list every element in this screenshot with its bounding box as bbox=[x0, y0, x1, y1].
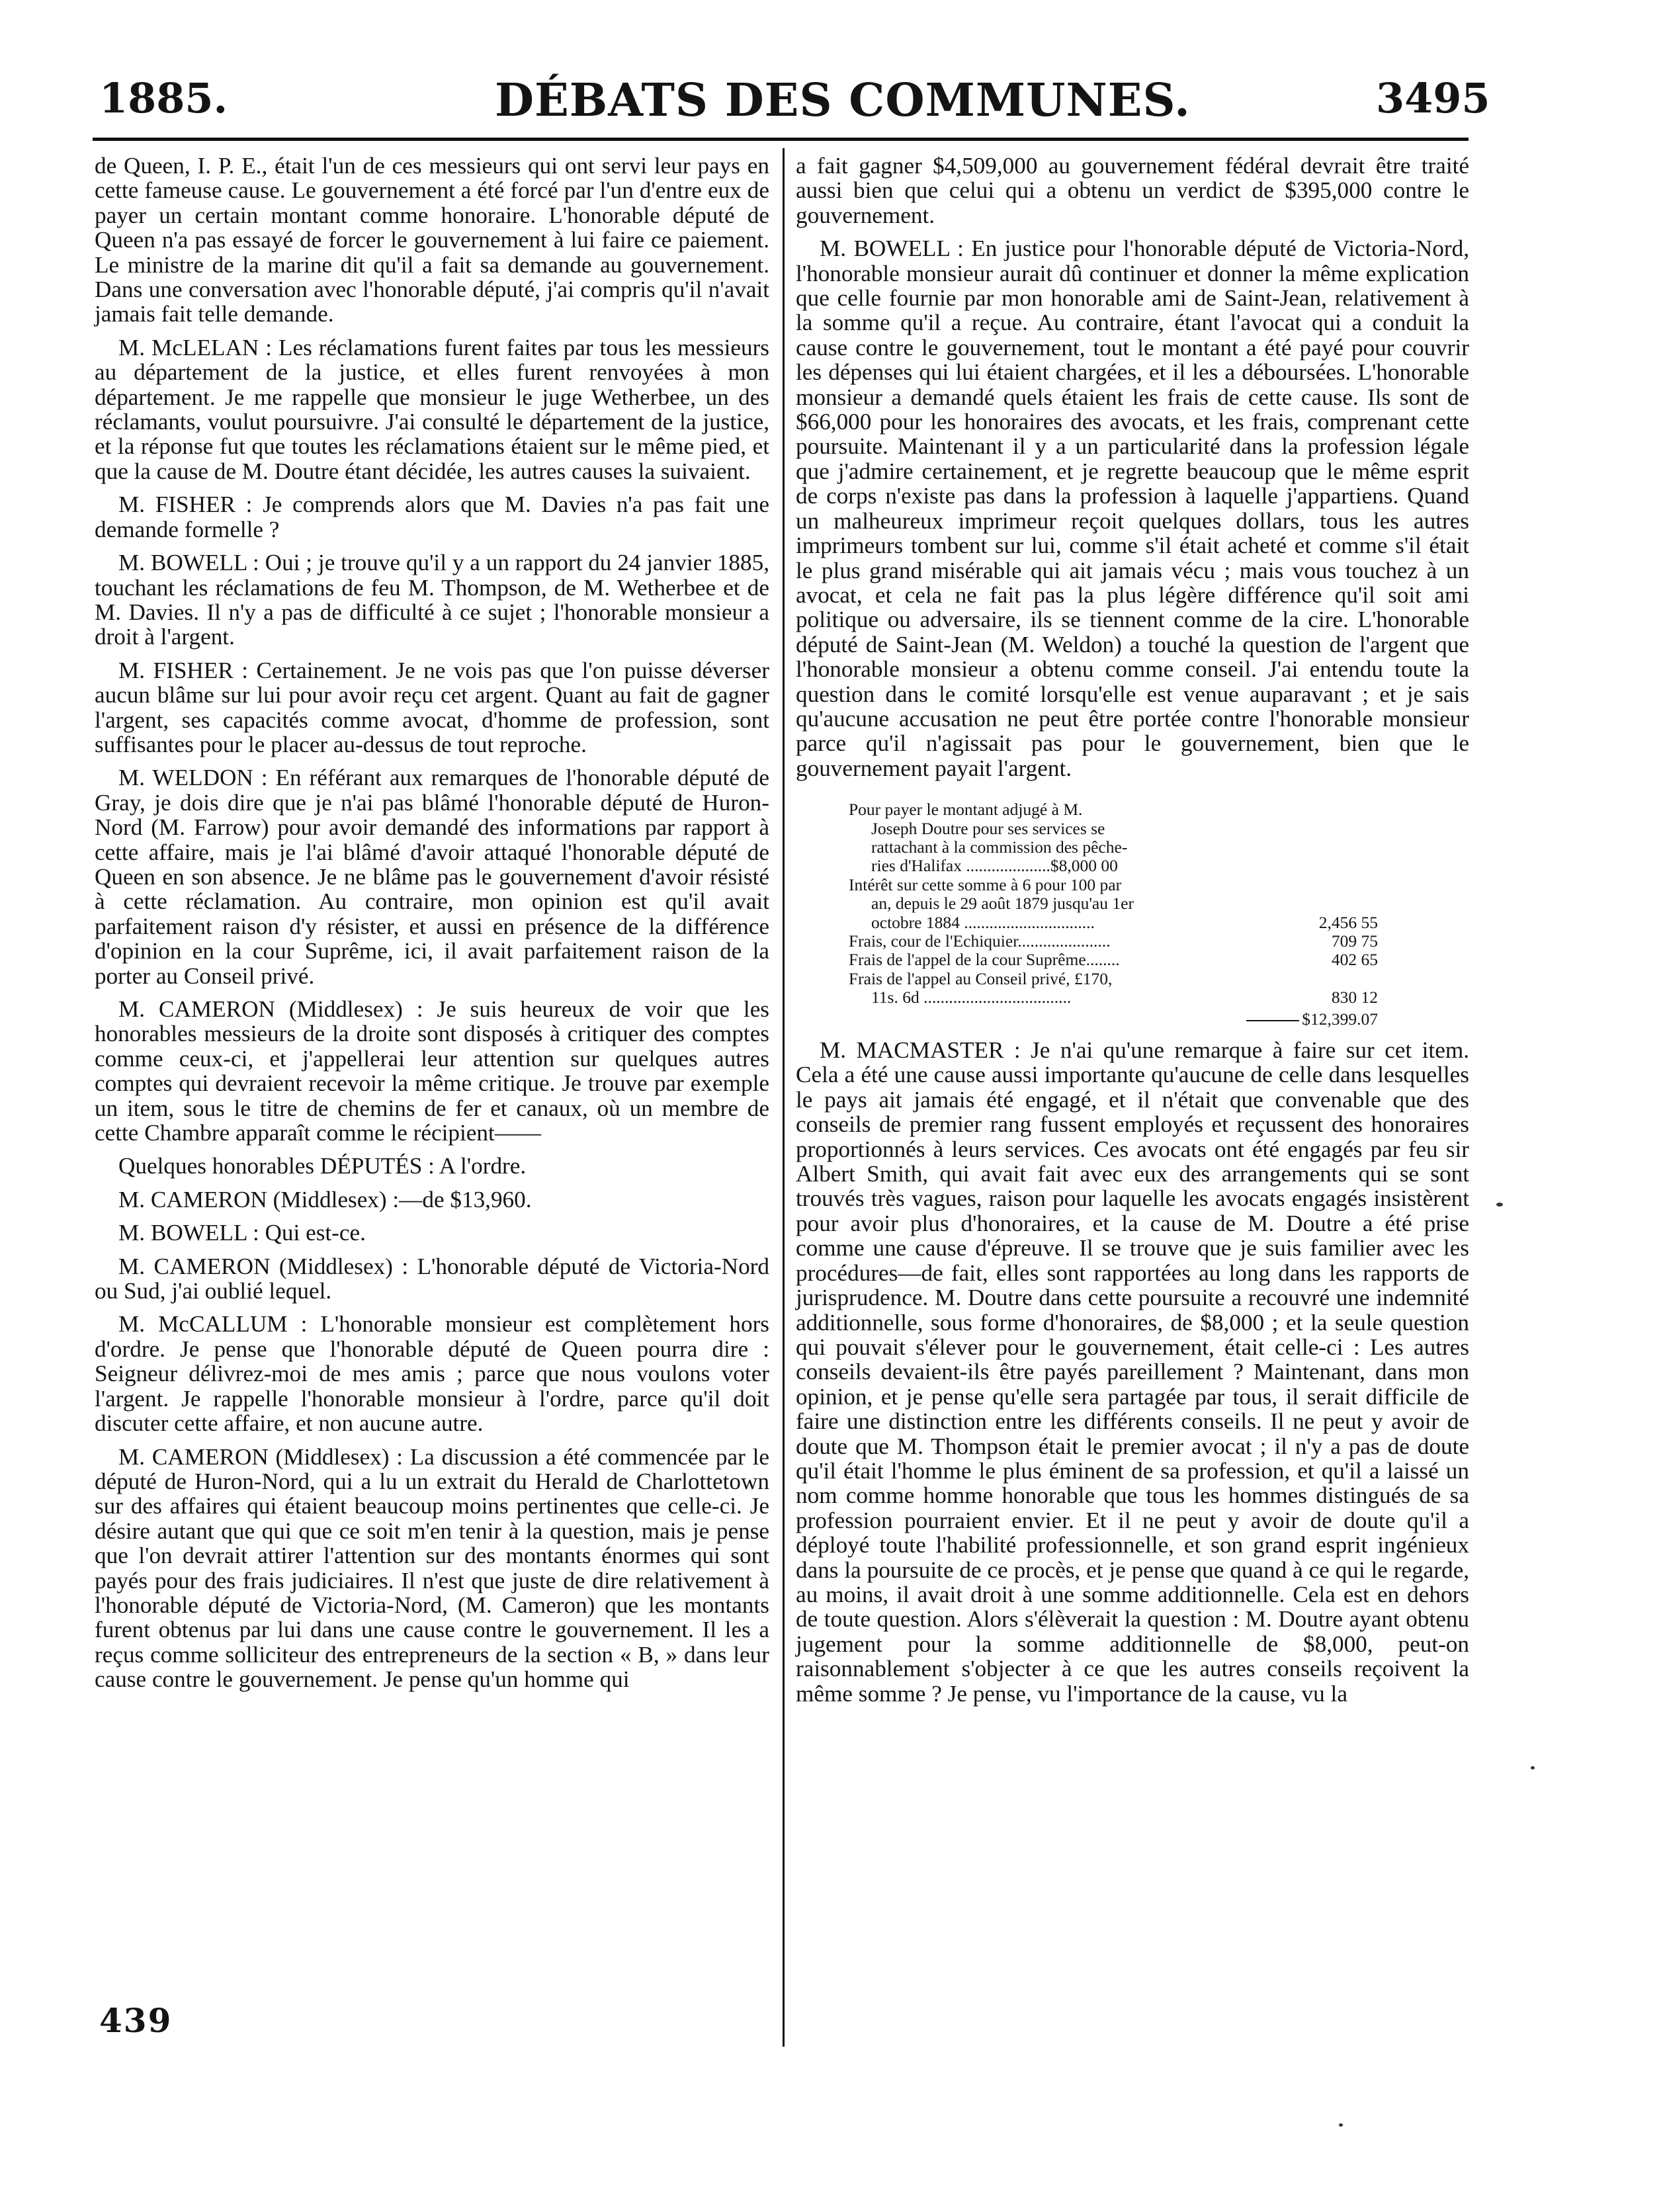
ledger-row bbox=[849, 932, 1378, 951]
ledger-row bbox=[849, 970, 1378, 1007]
total-rule bbox=[1246, 1020, 1299, 1021]
paragraph: M. MACMASTER : Je n'ai qu'une remarque à faire sur cet item. Cela a été une cause aussi importante qu'aucune de celle dans lesquelles le pays ait jamais été engagé, et il n'était que convenable que des conseils de premier rang fussent employés et reçussent des honoraires proportionnés à leurs services. Ces avocats ont été engagés par feu sir Albert Smith, qui avait fait avec eux des arrangements qui se sont trouvés très vagues, raison pour laquelle les avocats engagés insistèrent pour avoir plus d'honoraires, et la cause de M. Doutre a été prise comme une cause d'épreuve. Il se trouve que je suis familier avec les procédures—de fait, elles sont rapportées au long dans les rapports de jurisprudence. M. Doutre dans cette poursuite a recouvré une indemnité additionnelle, sous forme d'honoraires, de $8,000 ; et la seule question qui pouvait s'élever pour le gouvernement, était celle-ci : Les autres conseils devaient-ils être payés pareillement ? Maintenant, dans mon opinion, et je pense qu'elle sera partagée par tous, il serait difficile de faire une distinction entre les différents conseils. Il ne peut y avoir de doute que M. Thompson était le premier avocat ; il n'y a pas de doute qu'il était l'homme le plus éminent de sa profession, et qu'il a laissé un nom comme homme honorable que tous les hommes distingués de sa profession pourraient envier. Et il ne peut y avoir de doute qu'il a déployé toute l'habilité professionnelle, et son grand esprit ingénieux dans la poursuite de ce procès, et je pense que quand à ce qui le regarde, au moins, il avait droit à une somme additionnelle. Cela est en dehors de toute question. Alors s'élèverait la question : M. Doutre ayant obtenu jugement pour la somme additionnelle de $8,000, peut-on raisonnablement s'objecter à ce que les autres conseils reçoivent la même somme ? Je pense, vu l'importance de la cause, vu la bbox=[796, 1037, 1469, 1707]
paragraph: M. CAMERON (Middlesex) : Je suis heureux de voir que les honorables messieurs de la droite sont disposés à critiquer des comptes comme ceux-ci, et j'appellerai leur attention sur quelques autres comptes qui devraient recevoir la même critique. Je trouve par exemple un item, sous le titre de chemins de fer et canaux, où un membre de cette Chambre apparaît comme le récipient—— bbox=[95, 996, 769, 1146]
ledger-line: Frais, cour de l'Echiquier...................... bbox=[849, 931, 1111, 951]
header-rule bbox=[93, 138, 1469, 141]
paragraph: M. BOWELL : En justice pour l'honorable député de Victoria-Nord, l'honorable monsieur aurait dû continuer et donner la même explication que celle fournie par mon honorable ami de Saint-Jean, relativement à la somme qu'il a reçue. Au contraire, étant l'avocat qui a conduit la cause contre le gouvernement, tout le montant a été payé pour couvrir les dépenses qui lui étaient chargées, et il les a déboursées. L'honorable monsieur a demandé quels étaient les frais de cette cause. Ils sont de $66,000 pour les honoraires des avocats, et les frais, comprenant cette poursuite. Maintenant il y a un particularité dans la profession légale que j'admire certainement, et je regrette beaucoup que le même esprit de corps n'existe pas dans la profession à laquelle j'appartiens. Quand un malheureux imprimeur reçoit quelques dollars, tous les autres imprimeurs tombent sur lui, comme s'il était acheté et comme s'il était le plus grand misérable qui ait jamais vécu ; mais vous touchez à un avocat, et cela ne fait pas la plus légère différence qu'il soit ami politique ou adversaire, ils se tiennent comme de la cire. L'honorable député de Saint-Jean (M. Weldon) a touché la question de l'argent que l'honorable monsieur a obtenu comme conseil. J'ai entendu toute la question dans le comité lorsqu'elle est venue auparavant ; et je sais qu'aucune accusation ne peut être portée contre l'honorable monsieur parce qu'il n'agissait pas pour le gouvernement, bien que le gouvernement payait l'argent. bbox=[796, 235, 1469, 781]
paragraph: M. CAMERON (Middlesex) :—de $13,960. bbox=[118, 1186, 532, 1212]
paragraph: M. FISHER : Certainement. Je ne vois pas que l'on puisse déverser aucun blâme sur lui pour avoir reçu cet argent. Quant au fait de gagner l'argent, ses capacités comme avocat, d'homme de profession, sont suffisantes pour le placer au-dessus de tout reproche. bbox=[95, 657, 769, 757]
paragraph: M. McLELAN : Les réclamations furent faites par tous les messieurs au département de la justice, et elles furent renvoyées à mon département. Je me rappelle que monsieur le juge Wetherbee, un des réclamants, voulut poursuivre. J'ai consulté le département de la justice, et la réponse fut que toutes les réclamations étaient sur le même pied, et que la cause de M. Doutre étant décidée, les autres causes la suivaient. bbox=[95, 334, 769, 484]
ledger-line: Intérêt sur cette somme à 6 pour 100 par bbox=[849, 874, 1122, 894]
paragraph: M. WELDON : En référant aux remarques de l'honorable député de Gray, je dois dire que je n'ai pas blâmé l'honorable député de Huron-Nord (M. Farrow) pour avoir demandé des informations par rapport à cette affaire, mais je l'ai blâmé d'avoir attaqué l'honorable député de Queen en son absence. Je ne blâme pas le gouvernement d'avoir résisté à cette réclamation. Au contraire, mon opinion est qu'il avait parfaitement raison d'y résister, et aussi en présence de la différence d'opinion en la cour Suprême, ici, il avait parfaitement raison de la porter au Conseil privé. bbox=[95, 765, 769, 989]
left-column bbox=[95, 153, 769, 1692]
paragraph: M. FISHER : Je comprends alors que M. Davies n'a pas fait une demande formelle ? bbox=[95, 491, 769, 542]
ledger-line: Pour payer le montant adjugé à M. bbox=[849, 800, 1083, 820]
column-divider bbox=[783, 148, 785, 2047]
ledger-line: Frais de l'appel de la cour Suprême........ bbox=[849, 950, 1120, 970]
ledger-total: $12,399.07 bbox=[1302, 1009, 1378, 1029]
ledger-value: 830 12 bbox=[1331, 988, 1378, 1007]
paragraph: M. BOWELL : Qui est-ce. bbox=[118, 1220, 366, 1246]
ledger-value: 402 65 bbox=[1331, 950, 1378, 970]
ledger-row bbox=[849, 800, 1378, 876]
ledger-value bbox=[1305, 800, 1378, 876]
paragraph: M. BOWELL : Oui ; je trouve qu'il y a un rapport du 24 janvier 1885, touchant les réclamations de feu M. Thompson, de M. Wetherbee et de M. Davies. Il n'y a pas de difficulté à ce sujet ; l'honorable monsieur a droit à l'argent. bbox=[95, 550, 769, 650]
ledger-line: ries d'Halifax ....................$8,000 00 bbox=[871, 856, 1118, 876]
paragraph: M. McCALLUM : L'honorable monsieur est complètement hors d'ordre. Je pense que l'honorable député de Queen pourra dire : Seigneur délivrez-moi de mes amis ; parce que nous voulons voter l'argent. Je rappelle l'honorable monsieur à l'ordre, parce qu'il doit discuter cette affaire, et non aucune autre. bbox=[95, 1311, 769, 1437]
ledger-line: octobre 1884 ............................... bbox=[871, 912, 1095, 932]
ledger-line: Frais de l'appel au Conseil privé, £170, bbox=[849, 968, 1113, 988]
ledger-line: an, depuis le 29 août 1879 jusqu'au 1er bbox=[871, 894, 1134, 914]
header-year: 1885. bbox=[99, 74, 228, 122]
ledger-row bbox=[849, 951, 1378, 969]
print-speck bbox=[1531, 1766, 1535, 1769]
ledger-line: 11s. 6d ................................... bbox=[871, 988, 1072, 1007]
print-speck bbox=[1339, 2123, 1343, 2127]
print-speck bbox=[1496, 1203, 1503, 1207]
paragraph: de Queen, I. P. E., était l'un de ces messieurs qui ont servi leur pays en cette fameuse cause. Le gouvernement a été forcé par l'un d'entre eux de payer un certain montant comme honoraire. L'honorable député de Queen n'a pas essayé de forcer le gouvernement à lui faire ce paiement. Le ministre de la marine dit qu'il a fait sa demande au gouvernement. Dans une conversation avec l'honorable député, j'ai compris qu'il n'avait jamais fait telle demande. bbox=[95, 153, 769, 327]
expense-ledger bbox=[849, 800, 1378, 1029]
ledger-line: rattachant à la commission des pêche- bbox=[871, 837, 1128, 857]
right-column bbox=[796, 153, 1469, 1706]
header-page-number: 3495 bbox=[1376, 74, 1490, 122]
header-title: DÉBATS DES COMMUNES. bbox=[495, 74, 1191, 127]
ledger-value: 2,456 55 bbox=[1318, 912, 1378, 932]
ledger-row bbox=[849, 876, 1378, 932]
paragraph: a fait gagner $4,509,000 au gouvernement fédéral devrait être traité aussi bien que celui qui a obtenu un verdict de $395,000 contre le gouvernement. bbox=[796, 153, 1469, 228]
ledger-value: 709 75 bbox=[1331, 931, 1378, 951]
paragraph: M. CAMERON (Middlesex) : L'honorable député de Victoria-Nord ou Sud, j'ai oublié lequel. bbox=[95, 1253, 769, 1304]
ledger-total-row bbox=[849, 1010, 1378, 1029]
ledger-line: Joseph Doutre pour ses services se bbox=[871, 818, 1105, 838]
paragraph: Quelques honorables DÉPUTÉS : A l'ordre. bbox=[118, 1153, 527, 1179]
paragraph: M. CAMERON (Middlesex) : La discussion a été commencée par le député de Huron-Nord, qui a lu un extrait du Herald de Charlottetown sur des affaires qui étaient beaucoup moins pertinentes que celle-ci. Je désire autant que qui que ce soit m'en tenir à la question, mais je pense que l'on devrait attirer l'attention sur des montants énormes qui sont payés pour des frais judiciaires. Il n'est que juste de dire relativement à l'honorable député de Victoria-Nord, (M. Cameron) que les montants furent obtenus par lui dans une cause contre le gouvernement. Il les a reçus comme solliciteur des entrepreneurs de la section « B, » dans leur cause contre le gouvernement. Je pense qu'un homme qui bbox=[95, 1443, 769, 1693]
signature-number: 439 bbox=[99, 2001, 173, 2040]
